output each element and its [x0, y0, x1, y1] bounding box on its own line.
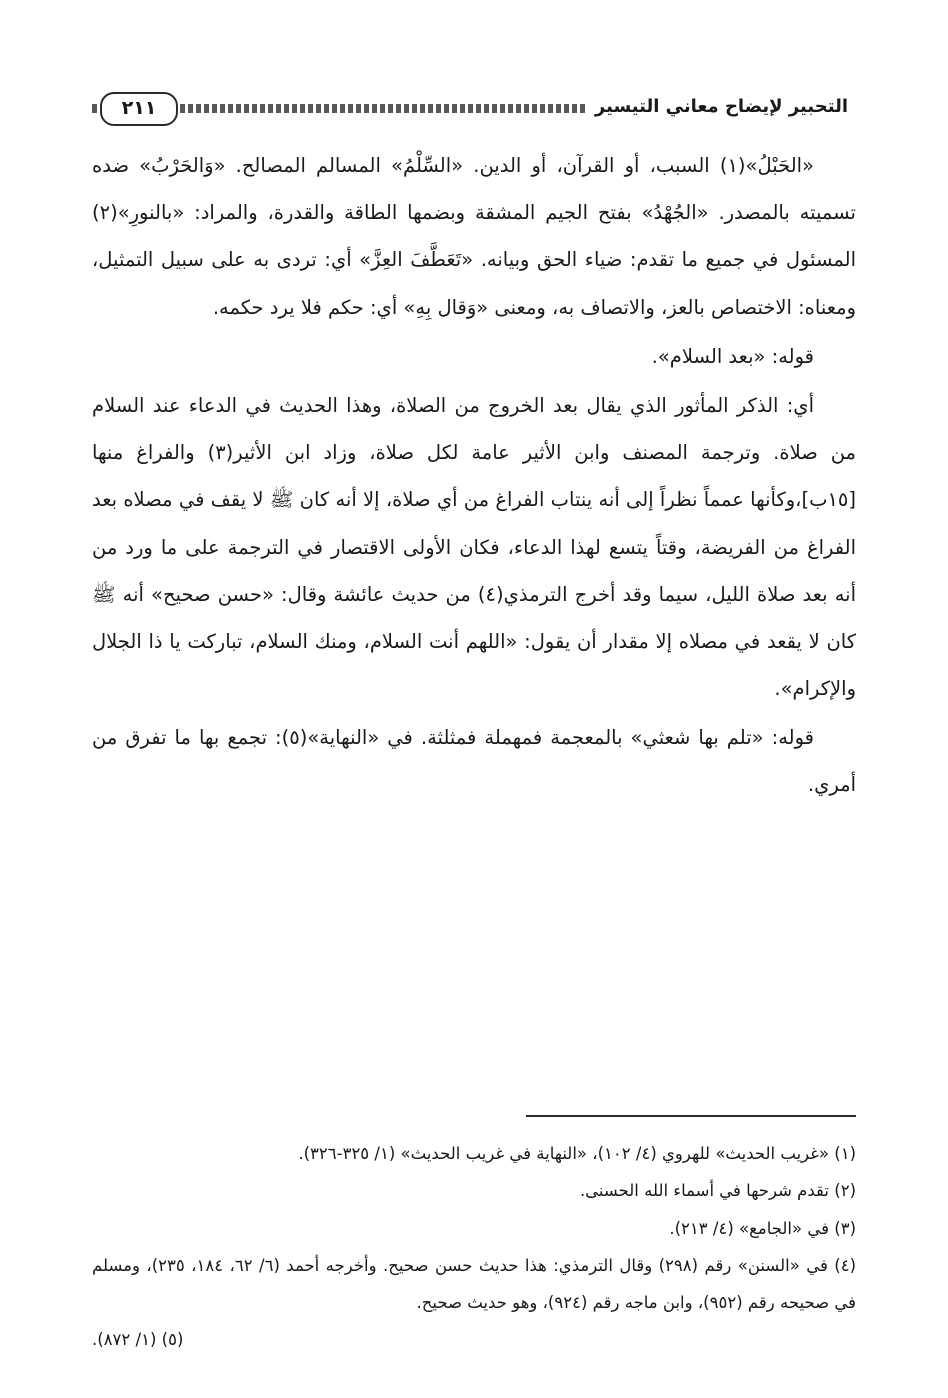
footnote-item: (١) «غريب الحديث» للهروي (٤/ ١٠٢)، «النهاية في غريب الحديث» (١/ ٣٢٥-٣٢٦).	[298, 1144, 856, 1164]
footnote-item: (٥) (١/ ٨٧٢).	[92, 1329, 184, 1349]
footnote-area	[92, 1115, 856, 1358]
footnote-separator	[526, 1115, 856, 1117]
paragraph-4: قوله: «تلم بها شعثي» بالمعجمة فمهملة فمثلثة. في «النهاية»(٥): تجمع بها ما تفرق من أمري.	[92, 726, 856, 797]
footnote-item: (٣) في «الجامع» (٤/ ٢١٣).	[669, 1218, 856, 1238]
page-header	[92, 90, 856, 124]
page-number: ٢١١	[100, 92, 178, 126]
footnote-list	[92, 1135, 856, 1358]
book-title: التحبير لإيضاح معاني التيسير	[585, 90, 856, 124]
paragraph-3: أي: الذكر المأثور الذي يقال بعد الخروج من الصلاة، وهذا الحديث في الدعاء عند السلام من صلاة. وترجمة المصنف وابن الأثير عامة لكل صلاة، وزاد ابن الأثير(٣) والفراغ منها [١٥ب]،وكأنها عمماً نظراً إلى أنه ينتاب الفراغ من أي صلاة، إلا أنه كان ﷺ لا يقف في مصلاه بعد الفراغ من الفريضة، وقتاً يتسع لهذا الدعاء، فكان الأولى الاقتصار في الترجمة على ما ورد من أنه بعد صلاة الليل، سيما وقد أخرج الترمذي(٤) من حديث عائشة وقال: «حسن صحيح» أنه ﷺ كان لا يقعد في مصلاه إلا مقدار أن يقول: «اللهم أنت السلام، ومنك السلام، تباركت يا ذا الجلال والإكرام».	[92, 393, 857, 701]
footnote-item: (٢) تقدم شرحها في أسماء الله الحسنى.	[579, 1181, 856, 1201]
paragraph-1: «الحَبْلُ»(١) السبب، أو القرآن، أو الدين. «السِّلْمُ» المسالم المصالح. «وَالحَرْبُ» ضده تسميته بالمصدر. «الجُهْدُ» بفتح الجيم المشقة وبضمها الطاقة والقدرة، والمراد: «بالنورِ»(٢) المسئول في جميع ما تقدم: ضياء الحق وبيانه. «تَعَطَّفَ العِزَّ» أي: تردى به على سبيل التمثيل، ومعناه: الاختصاص بالعز، والاتصاف به، ومعنى «وَقال بِهِ» أي: حكم فلا يرد حكمه.	[92, 154, 856, 319]
body-text	[92, 142, 856, 809]
paragraph-2: قوله: «بعد السلام».	[651, 344, 814, 368]
footnote-item: (٤) في «السنن» رقم (٢٩٨) وقال الترمذي: هذا حديث حسن صحيح. وأخرجه أحمد (٦/ ٦٢، ١٨٤، ٢٣٥)، ومسلم في صحيحه رقم (٩٥٢)، وابن ماجه رقم (٩٢٤)، وهو حديث صحيح.	[92, 1255, 857, 1312]
